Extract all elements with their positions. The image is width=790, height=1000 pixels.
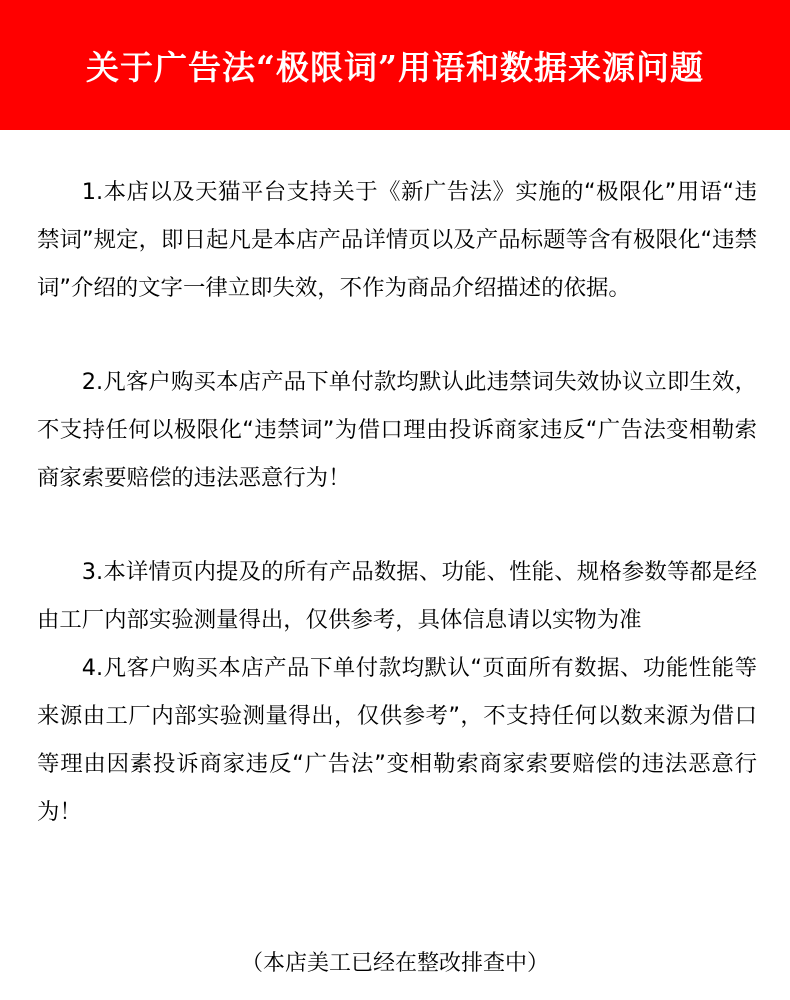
notice-paragraph-2: 2.凡客户购买本店产品下单付款均默认此违禁词失效协议立即生效，不支持任何以极限化“违禁词”为借口理由投诉商家违反“广告法变相勒索商家索要赔偿的违法恶意行为！ bbox=[37, 369, 757, 491]
notice-paragraph-4: 4.凡客户购买本店产品下单付款均默认“页面所有数据、功能性能等来源由工厂内部实验测量得出，仅供参考”，不支持任何以数来源为借口等理由因素投诉商家违反“广告法”变相勒索商家索要赔偿的违法恶意行为！ bbox=[37, 655, 757, 825]
notice-paragraph-1: 1.本店以及天猫平台支持关于《新广告法》实施的“极限化”用语“违禁词”规定，即日起凡是本店产品详情页以及产品标题等含有极限化“违禁词”介绍的文字一律立即失效，不作为商品介绍描述的依据。 bbox=[37, 179, 757, 301]
page-title: 关于广告法“极限词”用语和数据来源问题 bbox=[86, 47, 704, 87]
notice-paragraph-3: 3.本详情页内提及的所有产品数据、功能、性能、规格参数等都是经由工厂内部实验测量得出，仅供参考，具体信息请以实物为准 bbox=[37, 559, 757, 633]
title-banner bbox=[0, 0, 790, 130]
footer-note: （本店美工已经在整改排查中） bbox=[240, 951, 549, 976]
notice-body bbox=[37, 168, 757, 836]
